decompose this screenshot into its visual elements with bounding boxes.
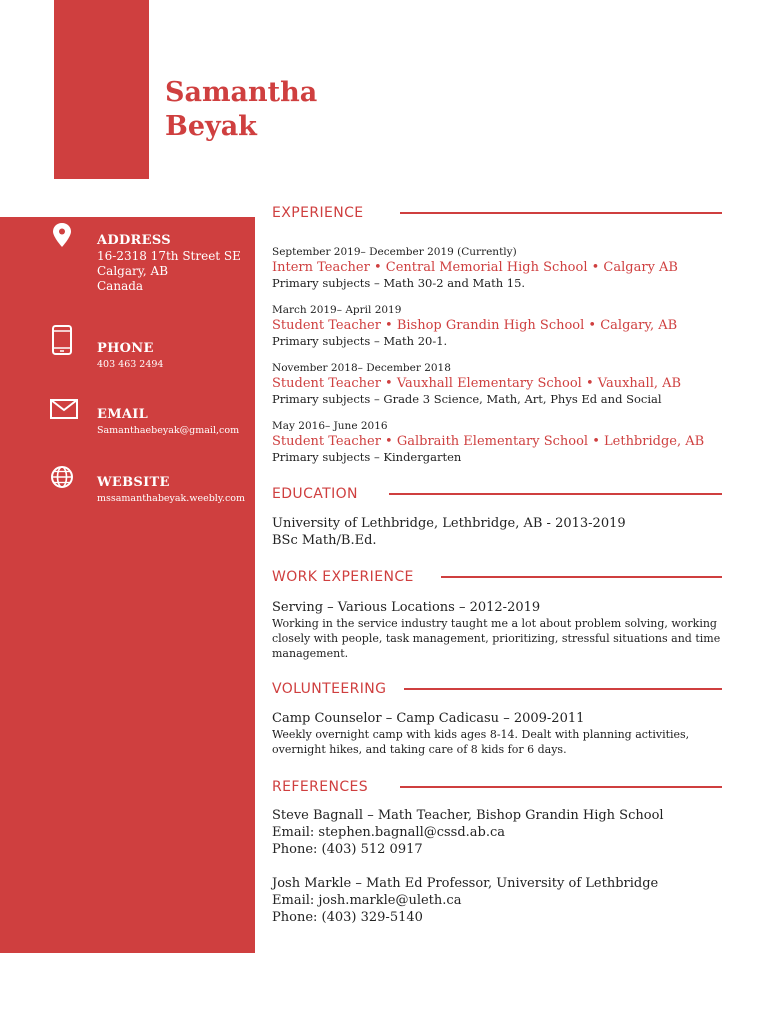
phone-label: PHONE <box>97 341 154 356</box>
first-name: Samantha <box>165 77 318 108</box>
section-title: EDUCATION <box>272 486 376 502</box>
volunteering-heading-text: Camp Counselor – Camp Cadicasu – 2009-2011 <box>272 711 585 726</box>
reference-name: Josh Markle – Math Ed Professor, University of Lethbridge <box>272 876 659 891</box>
address-label: ADDRESS <box>97 233 171 248</box>
volunteering-heading <box>272 681 722 701</box>
education-entry <box>272 515 722 549</box>
job-role: Intern Teacher • Central Memorial High School • Calgary AB <box>272 260 678 275</box>
volunteering-entry <box>272 710 722 757</box>
reference-name: Steve Bagnall – Math Teacher, Bishop Grandin High School <box>272 808 664 823</box>
contact-sidebar <box>0 217 255 953</box>
header-color-block <box>54 0 149 179</box>
section-rule <box>402 688 722 690</box>
reference-phone: Phone: (403) 329-5140 <box>272 910 423 925</box>
reference-email <box>272 824 722 841</box>
email-label-text: Email: <box>272 893 315 908</box>
job-role: Student Teacher • Galbraith Elementary School • Lethbridge, AB <box>272 434 705 449</box>
job-role: Student Teacher • Vauxhall Elementary School • Vauxhall, AB <box>272 376 682 391</box>
work-entry <box>272 599 722 661</box>
website-label: WEBSITE <box>97 475 170 490</box>
section-title: WORK EXPERIENCE <box>272 569 432 585</box>
section-rule <box>400 212 722 214</box>
reference-email <box>272 892 722 909</box>
address-lines <box>97 249 241 294</box>
volunteering-description: Weekly overnight camp with kids ages 8-14. Dealt with planning activities, overnight hikes, and taking care of 8 kids for 6 days. <box>272 728 690 756</box>
reference-email-address: josh.markle@uleth.ca <box>318 893 462 908</box>
reference-entry <box>272 807 722 858</box>
job-subjects: Primary subjects – Grade 3 Science, Math, Art, Phys Ed and Social <box>272 392 662 406</box>
job-date: May 2016– June 2016 <box>272 420 388 432</box>
reference-email-address: stephen.bagnall@cssd.ab.ca <box>318 825 506 840</box>
job-date: March 2019– April 2019 <box>272 304 402 316</box>
reference-phone: Phone: (403) 512 0917 <box>272 842 423 857</box>
references-heading <box>272 779 722 799</box>
experience-item <box>272 419 722 465</box>
email-value: Samanthaebeyak@gmail,com <box>97 425 240 436</box>
email-label: EMAIL <box>97 407 149 422</box>
experience-item <box>272 361 722 407</box>
job-subjects: Primary subjects – Math 20-1. <box>272 334 448 348</box>
address-line-2: Calgary, AB <box>97 264 169 278</box>
globe-icon <box>50 465 74 489</box>
experience-item <box>272 245 722 291</box>
work-heading: Serving – Various Locations – 2012-2019 <box>272 600 541 615</box>
job-date: September 2019– December 2019 (Currently) <box>272 246 517 258</box>
section-rule <box>389 493 722 495</box>
resume-name <box>165 76 317 144</box>
section-title: EXPERIENCE <box>272 205 382 221</box>
experience-heading <box>272 205 722 225</box>
reference-entry <box>272 875 722 926</box>
section-rule <box>400 786 722 788</box>
job-subjects: Primary subjects – Kindergarten <box>272 450 462 464</box>
job-subjects: Primary subjects – Math 30-2 and Math 15. <box>272 276 526 290</box>
job-date: November 2018– December 2018 <box>272 362 451 374</box>
section-title: REFERENCES <box>272 779 386 795</box>
education-heading <box>272 486 722 506</box>
last-name: Beyak <box>165 111 257 142</box>
address-line-1: 16-2318 17th Street SE <box>97 249 241 263</box>
phone-icon <box>50 325 74 349</box>
work-description: Working in the service industry taught me a lot about problem solving, working closely with people, task management, prioritizing, stressful situations and time management. <box>272 617 721 660</box>
envelope-icon <box>50 399 74 423</box>
address-line-3: Canada <box>97 279 144 293</box>
section-title: VOLUNTEERING <box>272 681 404 697</box>
work-experience-heading <box>272 569 722 589</box>
experience-item <box>272 303 722 349</box>
email-label-text: Email: <box>272 825 315 840</box>
website-value: mssamanthabeyak.weebly.com <box>97 493 245 504</box>
job-role: Student Teacher • Bishop Grandin High School • Calgary, AB <box>272 318 678 333</box>
location-pin-icon <box>50 222 74 246</box>
education-school: University of Lethbridge, Lethbridge, AB - 2013-2019 <box>272 516 626 531</box>
education-degree: BSc Math/B.Ed. <box>272 533 377 548</box>
section-rule <box>441 576 722 578</box>
phone-value: 403 463 2494 <box>97 359 164 370</box>
